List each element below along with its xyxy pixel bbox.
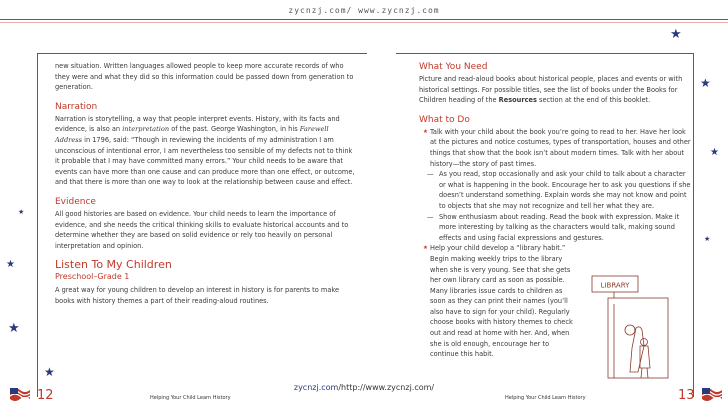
left-column [55,61,355,307]
flag-icon [8,386,30,402]
star-icon: ★ [18,208,25,216]
star-icon: ★ [8,321,20,336]
page-number-right: 13 [678,388,695,403]
narration-heading: Narration [55,101,98,112]
star-icon: ★ [704,235,711,243]
star-icon: ★ [6,259,15,270]
bullet-star-icon: ★ [423,245,428,252]
what-to-do-heading: What to Do [419,114,470,125]
watermark-top: zycnzj.com/ www.zycnzj.com [288,6,440,15]
bullet-item: ★ Talk with your child about the book you’re going to read to her. Have her look at the pictures and notice costumes, types of transportation, houses and other things that show that the book isn’t about modern times. Talk with her about history—the story of past times. [423,127,691,168]
star-icon: ★ [44,365,55,379]
evidence-paragraph: All good histories are based on evidence. Your child needs to learn the importance of evidence, and she needs the critical thinking skills to evaluate historical accounts and to determine whether they are based on solid evidence or rely too heavily on personal interpretation and opinion. [55,209,349,250]
listen-heading: Listen To My Children [55,258,172,272]
dash-item: — As you read, stop occasionally and ask your child to talk about a character or what is happening in the book. Encourage her to ask you questions if she doesn’t understand something. Explain words she may not know and point to objects that she may not recognize and tell her what they are. [427,170,691,210]
narration-paragraph: Narration is storytelling, a way that people interpret events. History, with its facts and evidence, is also an interpretation of the past. George Washington, in his Farewell Address in 1796, said: “Though in reviewing the incidents of my administration I am unconscious of intentional error, I am nevertheless too sensible of my defects not to think it probable that I may have committed many errors.” Your child needs to be aware that events can have more than one cause and can produce more than one effect, or outcome, and that there is more than one way to look at the relationship between cause and effect. [55,114,355,187]
top-rule [0,19,728,20]
listen-paragraph: A great way for young children to develop an interest in history is for parents to make books with history themes a part of their reading-aloud routines. [55,286,340,305]
watermark-bottom: zycnzj.com/http://www.zycnzj.com/ [293,383,435,392]
what-you-need-paragraph: Picture and read-aloud books about historical people, places and events or with historical settings. For possible titles, see the list of books under the Books for Children heading of the Resources section at the end of this booklet. [419,75,683,105]
bullet-item: ★ Help your child develop a “library habit.” Begin making weekly trips to the library when she is very young. See that she gets her own library card as soon as possible. Many libraries issue cards to children as soon as they can print their names (you’ll also have to sign for your child). Regularly choose books with history themes to check out and read at home with her. And, when she is old enough, encourage her to continue this habit. [423,244,573,359]
library-illustration [578,268,670,380]
footer-title-left: Helping Your Child Learn History [150,395,231,401]
page-number-left: 12 [37,388,54,403]
intro-paragraph: new situation. Written languages allowed people to keep more accurate records of who they were and what they did so this information could be passed down from generation to generation. [55,62,354,92]
dash-item: — Show enthusiasm about reading. Read the book with expression. Make it more interesting by talking as the characters would talk, making sound effects and using facial expressions and gestures. [427,212,680,242]
top-rule-secondary [0,22,728,23]
star-icon: ★ [710,147,719,158]
grade-subheading: Preschool–Grade 1 [55,272,130,282]
star-icon: ★ [700,76,711,90]
footer-title-right: Helping Your Child Learn History [505,395,586,401]
what-you-need-heading: What You Need [419,62,488,72]
evidence-heading: Evidence [55,196,96,207]
bullet-star-icon: ★ [423,128,428,135]
flag-icon [700,386,722,402]
library-sign-text: LIBRARY [600,281,630,290]
star-icon: ★ [670,27,682,42]
